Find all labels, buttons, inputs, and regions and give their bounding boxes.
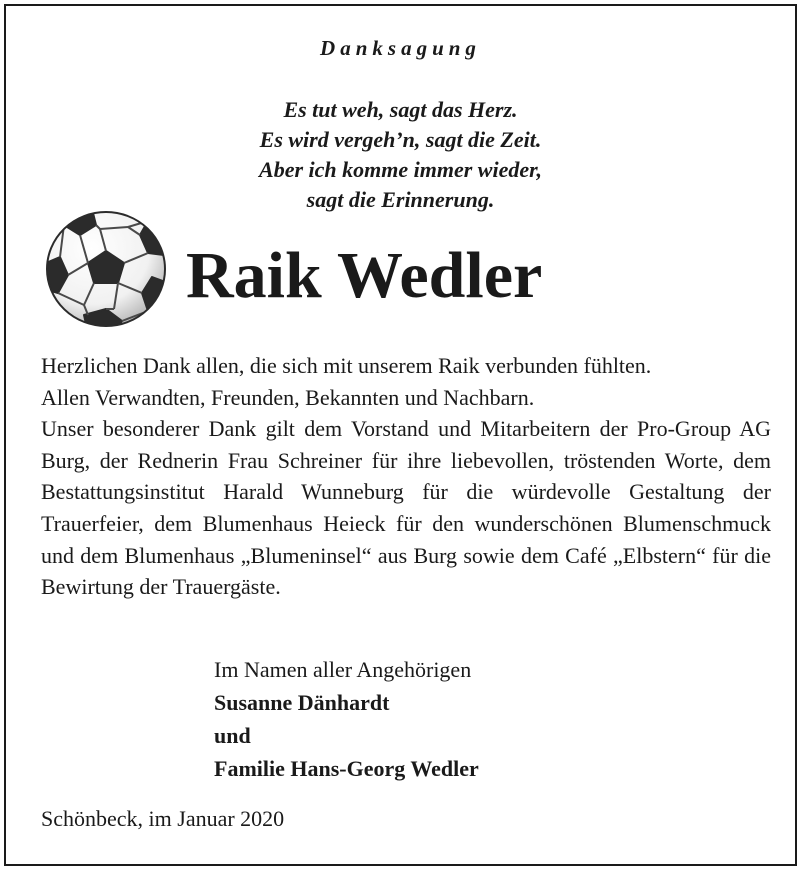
message-body xyxy=(41,350,771,603)
poem-line: Es wird vergeh’n, sagt die Zeit. xyxy=(259,127,542,152)
signature-block xyxy=(214,653,479,785)
signature-conjunction: und xyxy=(214,723,251,748)
poem-line: Es tut weh, sagt das Herz. xyxy=(283,97,518,122)
obituary-card xyxy=(4,4,797,866)
signer-name: Susanne Dänhardt xyxy=(214,690,390,715)
soccer-ball-icon xyxy=(44,209,168,329)
signature-intro: Im Namen aller Angehörigen xyxy=(214,657,472,682)
signer-name: Familie Hans-Georg Wedler xyxy=(214,756,479,781)
message-paragraph: Unser besonderer Dank gilt dem Vorstand und Mitarbeitern der Pro-Group AG Burg, der Rednerin Frau Schreiner für ihre liebevollen, tröstenden Worte, dem Bestattungsinstitut Harald Wunneburg für die würdevolle Gestaltung der Trauerfeier, dem Blumenhaus Heieck für den wunderschönen Blumenschmuck und dem Blumenhaus „Blumeninsel“ aus Burg sowie dem Café „Elbstern“ für die Bewirtung der Trauergäste. xyxy=(41,416,771,600)
place-date: Schönbeck, im Januar 2020 xyxy=(41,806,285,831)
heading: Danksagung xyxy=(320,36,481,60)
deceased-name: Raik Wedler xyxy=(186,239,543,312)
message-paragraph: Herzlichen Dank allen, die sich mit unserem Raik verbunden fühlten. xyxy=(41,353,652,378)
poem xyxy=(6,95,795,215)
message-paragraph: Allen Verwandten, Freunden, Bekannten und Nachbarn. xyxy=(41,384,535,410)
poem-line: sagt die Erinnerung. xyxy=(306,187,495,212)
poem-line: Aber ich komme immer wieder, xyxy=(259,157,542,182)
